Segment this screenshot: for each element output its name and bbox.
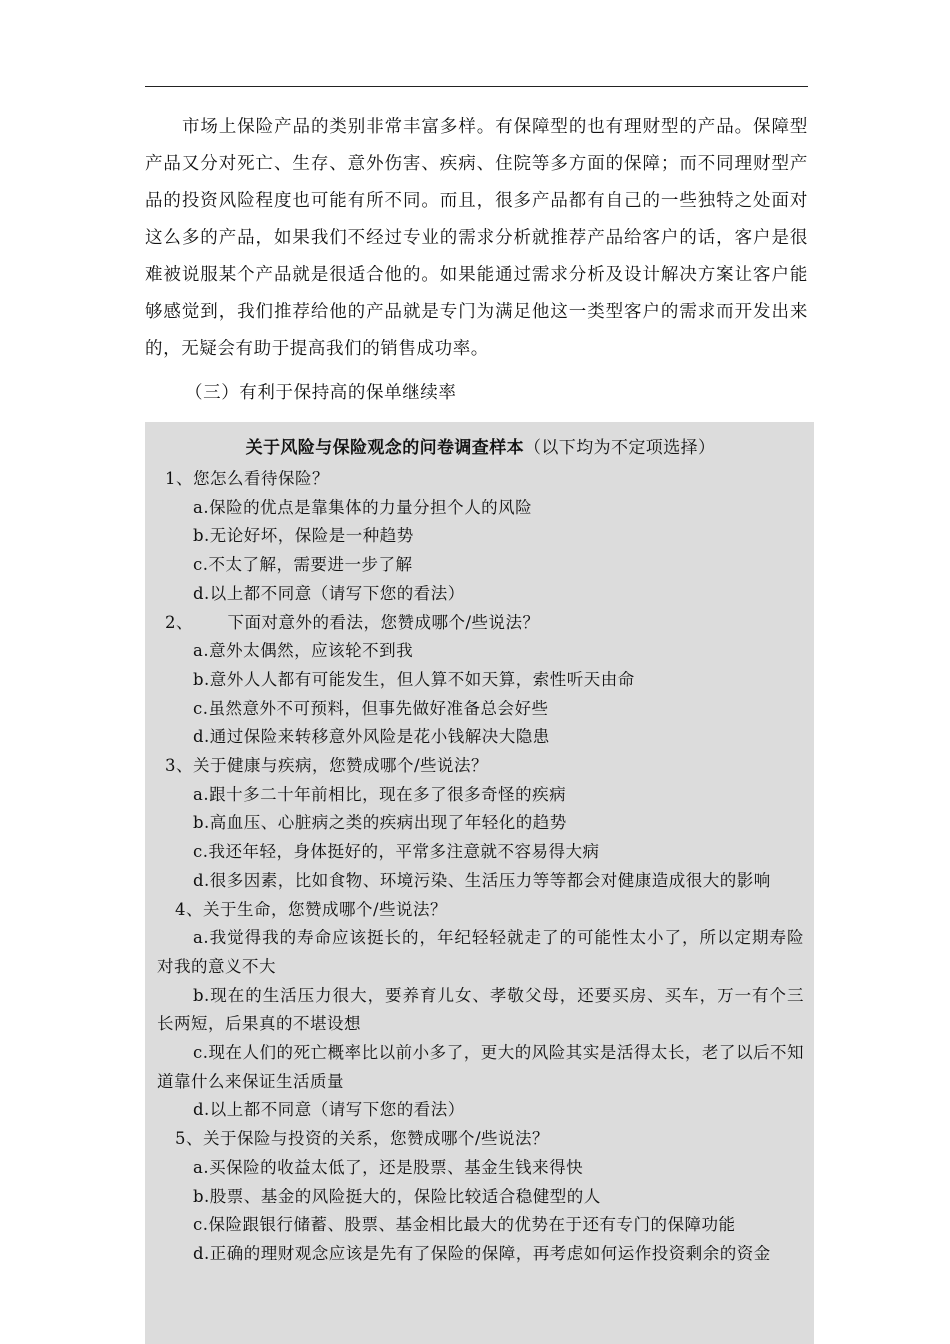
question-4: 4、关于生命，您赞成哪个/些说法？ bbox=[175, 899, 448, 919]
question-4-option-c: c.现在人们的死亡概率比以前小多了，更大的风险其实是活得太长，老了以后不知道靠什么来保证生活质量 bbox=[157, 1043, 804, 1091]
question-4-option-d: d.以上都不同意（请写下您的看法） bbox=[193, 1100, 465, 1120]
section-heading: （三）有利于保持高的保单继续率 bbox=[185, 383, 457, 403]
survey-title-main: 关于风险与保险观念的问卷调查样本 bbox=[245, 438, 524, 458]
survey-box bbox=[145, 422, 814, 1344]
question-2-option-a: a.意外太偶然，应该轮不到我 bbox=[193, 641, 414, 661]
survey-title-note: （以下均为不定项选择） bbox=[524, 438, 716, 458]
question-1: 1、您怎么看待保险？ bbox=[165, 469, 329, 488]
survey-content bbox=[157, 433, 804, 1269]
question-1-option-a: a.保险的优点是靠集体的力量分担个人的风险 bbox=[193, 497, 533, 517]
question-1-option-c: c.不太了解，需要进一步了解 bbox=[193, 555, 413, 575]
question-2-option-d: d.通过保险来转移意外风险是花小钱解决大隐患 bbox=[193, 727, 550, 747]
question-3: 3、关于健康与疾病，您赞成哪个/些说法？ bbox=[165, 756, 489, 776]
question-3-option-d: d.很多因素，比如食物、环境污染、生活压力等等都会对健康造成很大的影响 bbox=[193, 870, 771, 890]
question-1-option-b: b.无论好坏，保险是一种趋势 bbox=[193, 526, 414, 546]
question-5-option-c: c.保险跟银行储蓄、股票、基金相比最大的优势在于还有专门的保障功能 bbox=[193, 1215, 736, 1235]
question-2-option-c: c.虽然意外不可预料，但事先做好准备总会好些 bbox=[193, 698, 549, 718]
question-3-option-c: c.我还年轻，身体挺好的，平常多注意就不容易得大病 bbox=[193, 842, 600, 862]
intro-paragraph: 市场上保险产品的类别非常丰富多样。有保障型的也有理财型的产品。保障型产品又分对死亡、生存、意外伤害、疾病、住院等多方面的保障；而不同理财型产品的投资风险程度也可能有所不同。而且，很多产品都有自己的一些独特之处面对这么多的产品，如果我们不经过专业的需求分析就推荐产品给客户的话，客户是很难被说服某个产品就是很适合他的。如果能通过需求分析及设计解决方案让客户能够感觉到，我们推荐给他的产品就是专门为满足他这一类型客户的需求而开发出来的，无疑会有助于提高我们的销售成功率。 bbox=[145, 117, 808, 359]
question-4-option-b: b.现在的生活压力很大，要养育儿女、孝敬父母，还要买房、买车，万一有个三长两短，后果真的不堪设想 bbox=[157, 985, 804, 1034]
question-2: 2、 下面对意外的看法，您赞成哪个/些说法？ bbox=[165, 612, 540, 632]
question-1-option-d: d.以上都不同意（请写下您的看法） bbox=[193, 583, 465, 603]
header-rule bbox=[145, 86, 808, 87]
question-5: 5、关于保险与投资的关系，您赞成哪个/些说法？ bbox=[175, 1129, 550, 1149]
question-3-option-a: a.跟十多二十年前相比，现在多了很多奇怪的疾病 bbox=[193, 784, 567, 804]
question-4-option-a: a.我觉得我的寿命应该挺长的，年纪轻轻就走了的可能性太小了，所以定期寿险对我的意义不大 bbox=[157, 928, 804, 976]
question-5-option-d: d.正确的理财观念应该是先有了保险的保障，再考虑如何运作投资剩余的资金 bbox=[193, 1243, 771, 1263]
question-5-option-a: a.买保险的收益太低了，还是股票、基金生钱来得快 bbox=[193, 1157, 584, 1177]
question-2-option-b: b.意外人人都有可能发生，但人算不如天算，索性听天由命 bbox=[193, 669, 635, 689]
survey-title bbox=[157, 433, 804, 463]
question-5-option-b: b.股票、基金的风险挺大的，保险比较适合稳健型的人 bbox=[193, 1186, 601, 1206]
question-3-option-b: b.高血压、心脏病之类的疾病出现了年轻化的趋势 bbox=[193, 813, 567, 833]
